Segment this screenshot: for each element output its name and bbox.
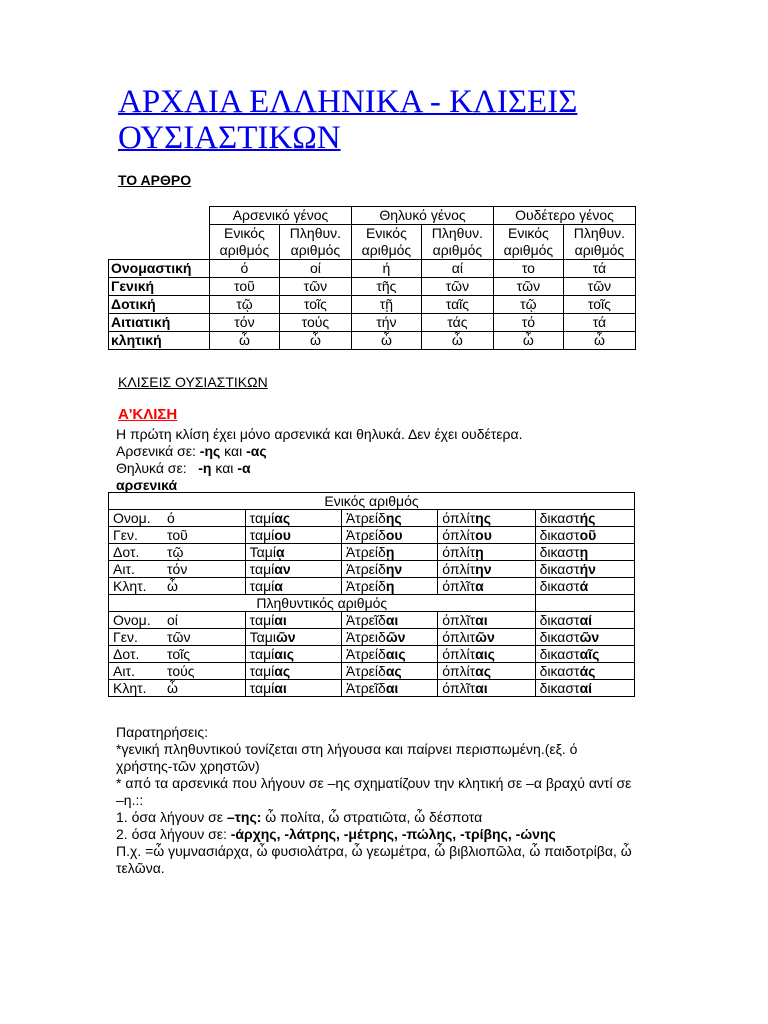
declension-row bbox=[109, 527, 635, 544]
noun-ending: αις bbox=[385, 646, 406, 662]
noun-form bbox=[535, 561, 634, 578]
noun-ending: αν bbox=[274, 561, 291, 577]
case-article: τόν bbox=[167, 561, 188, 577]
noun-form bbox=[535, 629, 634, 646]
article-form: τά bbox=[563, 260, 635, 278]
feminine-endings bbox=[116, 460, 251, 477]
noun-ending: αῖς bbox=[579, 646, 600, 662]
article-row bbox=[109, 278, 636, 296]
noun-form bbox=[535, 578, 634, 595]
fem-label: Θηλυκά σε: bbox=[116, 460, 187, 476]
observation-item bbox=[116, 809, 636, 826]
article-form: ή bbox=[351, 260, 421, 278]
article-form: ό bbox=[210, 260, 280, 278]
noun-stem: Ἀτρείδ bbox=[345, 544, 386, 560]
article-form: τούς bbox=[279, 314, 351, 332]
number-header bbox=[421, 225, 493, 260]
noun-form bbox=[245, 646, 341, 663]
noun-ending: ας bbox=[274, 510, 291, 526]
case-article: τούς bbox=[167, 663, 195, 679]
masc-ending: -ης bbox=[199, 443, 221, 459]
fem-ending: -η bbox=[198, 460, 212, 476]
noun-ending: οῦ bbox=[579, 527, 597, 543]
noun-form bbox=[535, 646, 634, 663]
noun-stem: Ἀτρείδ bbox=[345, 527, 386, 543]
gender-header: Ουδέτερο γένος bbox=[493, 207, 635, 225]
gender-header: Αρσενικό γένος bbox=[210, 207, 352, 225]
noun-stem: Ἀτρείδ bbox=[345, 561, 386, 577]
noun-ending: ῶν bbox=[385, 629, 406, 645]
number-header bbox=[493, 225, 563, 260]
number-header-line: Ενικός bbox=[507, 225, 549, 241]
article-form: τῆς bbox=[351, 278, 421, 296]
noun-form bbox=[245, 561, 341, 578]
observation-item bbox=[116, 826, 636, 843]
article-form: τάς bbox=[421, 314, 493, 332]
fem-ending: -α bbox=[237, 460, 251, 476]
case-abbrev: Ονομ. bbox=[113, 612, 151, 628]
noun-ending: α bbox=[274, 578, 283, 594]
noun-stem: Ἀτρεῖδ bbox=[345, 680, 386, 696]
noun-stem: δικαστ bbox=[539, 646, 580, 662]
noun-ending: ά bbox=[579, 578, 589, 594]
observation-note: * από τα αρσενικά που λήγουν σε –ης σχηματίζουν την κλητική σε –α βραχύ αντί σε –η.:: bbox=[116, 775, 632, 808]
noun-ending: αι bbox=[274, 680, 287, 696]
noun-form bbox=[341, 680, 437, 697]
case-article: ὦ bbox=[167, 680, 178, 696]
noun-stem: δικαστ bbox=[539, 663, 580, 679]
article-form: αί bbox=[421, 260, 493, 278]
noun-form bbox=[438, 578, 535, 595]
noun-stem: ταμί bbox=[249, 561, 275, 577]
noun-ending: η bbox=[385, 578, 395, 594]
number-header-line: αριθμός bbox=[503, 242, 554, 258]
noun-ending: ῃ bbox=[579, 544, 589, 560]
article-form: ὦ bbox=[210, 332, 280, 350]
noun-stem: όπλῖτ bbox=[442, 680, 476, 696]
article-form: τό bbox=[493, 314, 563, 332]
noun-ending: ας bbox=[385, 663, 402, 679]
case-label: Γενική bbox=[109, 278, 210, 296]
noun-form bbox=[438, 527, 535, 544]
article-form: τοῖς bbox=[279, 296, 351, 314]
noun-ending: α bbox=[475, 578, 484, 594]
article-form: τῶν bbox=[563, 278, 635, 296]
noun-stem: δικαστ bbox=[539, 561, 580, 577]
item-ending: -άρχης, -λάτρης, -μέτρης, -πώλης, -τρίβης, -ώνης bbox=[230, 826, 556, 842]
article-row bbox=[109, 314, 636, 332]
noun-stem: δικαστ bbox=[539, 629, 580, 645]
case-abbrev: Γεν. bbox=[113, 629, 138, 645]
noun-form bbox=[438, 561, 535, 578]
declension-row bbox=[109, 680, 635, 697]
noun-stem: Ἀτρεῖδ bbox=[345, 612, 386, 628]
noun-stem: όπλίτ bbox=[442, 561, 476, 577]
noun-ending: αι bbox=[385, 612, 399, 628]
number-label-row bbox=[109, 493, 635, 510]
case-label: Ονομαστική bbox=[109, 260, 210, 278]
noun-ending: ῃ bbox=[475, 544, 484, 560]
number-header bbox=[351, 225, 421, 260]
case-label: κλητική bbox=[109, 332, 210, 350]
article-form: ταῖς bbox=[421, 296, 493, 314]
case-label: Αιτιατική bbox=[109, 314, 210, 332]
noun-ending: ην bbox=[385, 561, 403, 577]
article-form: τοῦ bbox=[210, 278, 280, 296]
article-row bbox=[109, 296, 636, 314]
masculine-heading: αρσενικά bbox=[116, 477, 178, 493]
article-form: τῇ bbox=[351, 296, 421, 314]
observation-note: *γενική πληθυντικού τονίζεται στη λήγουσα και παίρνει περισπωμένη.(εξ. ό χρήστης-τῶν χρηστῶν) bbox=[116, 741, 578, 774]
masc-label: Αρσενικά σε: bbox=[116, 443, 196, 459]
number-label-row bbox=[109, 595, 635, 612]
noun-ending: ᾳ bbox=[275, 544, 285, 560]
article-form: τῶν bbox=[279, 278, 351, 296]
noun-form bbox=[341, 527, 437, 544]
noun-ending: ας bbox=[274, 663, 291, 679]
intro-text: Η πρώτη κλίση έχει μόνο αρσενικά και θηλυκά. Δεν έχει ουδέτερα. bbox=[116, 426, 523, 442]
noun-form bbox=[245, 544, 341, 561]
noun-form bbox=[341, 612, 437, 629]
case-article: τοῖς bbox=[167, 646, 190, 662]
item-prefix: 2. όσα λήγουν σε: bbox=[116, 826, 231, 842]
case-abbrev: Δοτ. bbox=[113, 544, 140, 560]
number-header-line: αριθμός bbox=[432, 242, 483, 258]
noun-ending: ου bbox=[385, 527, 403, 543]
item-prefix: 1. όσα λήγουν σε bbox=[116, 809, 227, 825]
number-header-line: Πληθυν. bbox=[431, 225, 484, 241]
noun-ending: ῶν bbox=[579, 629, 600, 645]
article-form: τῶν bbox=[421, 278, 493, 296]
declension-row bbox=[109, 578, 635, 595]
first-declension-heading: Α'ΚΛΙΣΗ bbox=[118, 406, 178, 423]
observations-heading: Παρατηρήσεις: bbox=[116, 724, 208, 740]
article-form: ὦ bbox=[563, 332, 635, 350]
case-cell bbox=[109, 561, 246, 578]
and-word: και bbox=[215, 460, 234, 476]
number-label: Πληθυντικός αριθμός bbox=[109, 595, 536, 612]
article-table bbox=[108, 206, 636, 350]
declension-row bbox=[109, 561, 635, 578]
article-row bbox=[109, 260, 636, 278]
noun-form bbox=[245, 663, 341, 680]
noun-stem: όπλίτ bbox=[442, 510, 476, 526]
noun-form bbox=[245, 680, 341, 697]
noun-form bbox=[245, 510, 341, 527]
article-form: το bbox=[493, 260, 563, 278]
noun-stem: ταμί bbox=[249, 663, 275, 679]
noun-stem: δικαστ bbox=[539, 544, 580, 560]
article-heading: ΤΟ ΑΡΘΡΟ bbox=[118, 172, 192, 188]
noun-ending: ου bbox=[274, 527, 291, 543]
noun-ending: αι bbox=[385, 680, 399, 696]
article-form: τόν bbox=[210, 314, 280, 332]
case-article: τῶν bbox=[167, 629, 191, 645]
number-header-line: αριθμός bbox=[290, 242, 341, 258]
number-header-line: Ενικός bbox=[224, 225, 265, 241]
case-abbrev: Κλητ. bbox=[113, 680, 147, 696]
noun-form bbox=[245, 578, 341, 595]
noun-ending: ήν bbox=[579, 561, 596, 577]
noun-stem: όπλίτ bbox=[442, 646, 476, 662]
noun-form bbox=[245, 527, 341, 544]
noun-form bbox=[341, 629, 437, 646]
case-article: τῷ bbox=[167, 544, 184, 560]
article-form: τῷ bbox=[210, 296, 280, 314]
observation-example: Π.χ. =ὦ γυμνασιάρχα, ὦ φυσιολάτρα, ὦ γεωμέτρα, ὦ βιβλιοπῶλα, ὦ παιδοτρίβα, ὦ τελῶνα. bbox=[116, 843, 632, 876]
declension-row bbox=[109, 510, 635, 527]
gender-header: Θηλυκό γένος bbox=[351, 207, 493, 225]
noun-ending: ῶν bbox=[275, 629, 296, 645]
noun-stem: όπλῖτ bbox=[442, 612, 476, 628]
noun-stem: ταμί bbox=[249, 578, 275, 594]
noun-ending: ης bbox=[475, 510, 492, 526]
number-header bbox=[279, 225, 351, 260]
case-cell bbox=[109, 578, 246, 595]
noun-form bbox=[341, 646, 437, 663]
declension-row bbox=[109, 663, 635, 680]
noun-stem: δικαστ bbox=[539, 680, 580, 696]
noun-form bbox=[438, 612, 535, 629]
number-header-line: Πληθυν. bbox=[289, 225, 342, 241]
noun-ending: αις bbox=[274, 646, 295, 662]
declension-table bbox=[108, 492, 635, 697]
article-form: ὦ bbox=[421, 332, 493, 350]
noun-form bbox=[438, 629, 535, 646]
declension-row bbox=[109, 629, 635, 646]
case-cell bbox=[109, 527, 246, 544]
noun-stem: δικαστ bbox=[539, 527, 580, 543]
noun-ending: αί bbox=[579, 612, 593, 628]
number-label: Ενικός αριθμός bbox=[109, 493, 635, 510]
noun-stem: δικαστ bbox=[539, 510, 580, 526]
case-abbrev: Δοτ. bbox=[113, 646, 140, 662]
noun-stem: ταμί bbox=[249, 680, 275, 696]
case-cell bbox=[109, 680, 246, 697]
noun-ending: αι bbox=[475, 612, 488, 628]
noun-stem: όπλιτ bbox=[442, 629, 476, 645]
case-abbrev: Ονομ. bbox=[113, 510, 151, 526]
and-word: και bbox=[224, 443, 243, 459]
noun-form bbox=[245, 629, 341, 646]
noun-stem: Ἀτρείδ bbox=[345, 510, 386, 526]
noun-form bbox=[438, 544, 535, 561]
number-header-line: Πληθυν. bbox=[573, 225, 626, 241]
noun-ending: αις bbox=[475, 646, 495, 662]
noun-ending: ης bbox=[385, 510, 402, 526]
noun-stem: ταμί bbox=[249, 612, 275, 628]
case-abbrev: Αιτ. bbox=[113, 663, 135, 679]
case-cell bbox=[109, 663, 246, 680]
noun-ending: ην bbox=[475, 561, 492, 577]
item-examples: ὦ πολίτα, ὦ στρατιῶτα, ὦ δέσποτα bbox=[261, 809, 483, 825]
article-form: οί bbox=[279, 260, 351, 278]
empty-cell bbox=[535, 595, 634, 612]
case-cell bbox=[109, 544, 246, 561]
noun-stem: Ταμί bbox=[249, 544, 276, 560]
noun-ending: ου bbox=[475, 527, 492, 543]
noun-stem: ταμί bbox=[249, 510, 275, 526]
noun-stem: όπλίτ bbox=[442, 544, 476, 560]
noun-form bbox=[535, 527, 634, 544]
noun-form bbox=[341, 578, 437, 595]
number-header-line: αριθμός bbox=[361, 242, 412, 258]
noun-ending: άς bbox=[579, 663, 596, 679]
noun-form bbox=[535, 663, 634, 680]
case-abbrev: Κλητ. bbox=[113, 578, 147, 594]
case-label: Δοτική bbox=[109, 296, 210, 314]
noun-stem: Ἀτρείδ bbox=[345, 663, 386, 679]
number-header-line: αριθμός bbox=[219, 242, 270, 258]
number-header-line: αριθμός bbox=[574, 242, 625, 258]
noun-ending: αι bbox=[274, 612, 287, 628]
article-form: τήν bbox=[351, 314, 421, 332]
number-header bbox=[563, 225, 635, 260]
noun-form bbox=[341, 510, 437, 527]
noun-stem: όπλίτ bbox=[442, 663, 476, 679]
noun-ending: αι bbox=[475, 680, 488, 696]
case-article: τοῦ bbox=[167, 527, 188, 543]
item-ending: –της: bbox=[226, 809, 262, 825]
noun-form bbox=[438, 663, 535, 680]
declension-row bbox=[109, 646, 635, 663]
article-form: τά bbox=[563, 314, 635, 332]
article-form: ὦ bbox=[279, 332, 351, 350]
corner-cell bbox=[109, 207, 210, 225]
article-form: ὦ bbox=[493, 332, 563, 350]
noun-form bbox=[535, 544, 634, 561]
noun-form bbox=[341, 561, 437, 578]
case-article: ὦ bbox=[167, 578, 178, 594]
noun-stem: δικαστ bbox=[539, 578, 580, 594]
noun-ending: ής bbox=[579, 510, 596, 526]
noun-ending: ῃ bbox=[385, 544, 395, 560]
masculine-endings bbox=[116, 443, 267, 460]
noun-stem: δικαστ bbox=[539, 612, 580, 628]
declensions-heading: ΚΛΙΣΕΙΣ ΟΥΣΙΑΣΤΙΚΩΝ bbox=[118, 374, 268, 390]
noun-form bbox=[535, 510, 634, 527]
page-title: ΑΡΧΑΙΑ ΕΛΛΗΝΙΚΑ - ΚΛΙΣΕΙΣ ΟΥΣΙΑΣΤΙΚΩΝ bbox=[118, 84, 578, 156]
case-cell bbox=[109, 510, 246, 527]
number-header bbox=[210, 225, 280, 260]
noun-form bbox=[341, 663, 437, 680]
noun-stem: όπλίτ bbox=[442, 527, 476, 543]
article-form: ὦ bbox=[351, 332, 421, 350]
noun-stem: ταμί bbox=[249, 527, 275, 543]
article-form: τῶν bbox=[493, 278, 563, 296]
case-article: οί bbox=[167, 612, 178, 628]
article-form: τοῖς bbox=[563, 296, 635, 314]
noun-form bbox=[245, 612, 341, 629]
corner-cell bbox=[109, 225, 210, 260]
case-abbrev: Αιτ. bbox=[113, 561, 135, 577]
noun-ending: ῶν bbox=[475, 629, 495, 645]
case-cell bbox=[109, 629, 246, 646]
noun-form bbox=[535, 612, 634, 629]
case-abbrev: Γεν. bbox=[113, 527, 138, 543]
noun-stem: Ἀτρειδ bbox=[345, 629, 386, 645]
noun-form bbox=[535, 680, 634, 697]
noun-ending: ας bbox=[475, 663, 492, 679]
article-form: τῷ bbox=[493, 296, 563, 314]
noun-stem: όπλῖτ bbox=[442, 578, 476, 594]
noun-stem: Ταμι bbox=[249, 629, 276, 645]
masc-ending: -ας bbox=[246, 443, 267, 459]
noun-stem: Ἀτρείδ bbox=[345, 578, 386, 594]
noun-stem: Ἀτρείδ bbox=[345, 646, 386, 662]
case-cell bbox=[109, 612, 246, 629]
noun-form bbox=[438, 680, 535, 697]
noun-stem: ταμί bbox=[249, 646, 275, 662]
noun-form bbox=[341, 544, 437, 561]
case-article: ό bbox=[167, 510, 175, 526]
number-header-line: Ενικός bbox=[366, 225, 407, 241]
declension-row bbox=[109, 612, 635, 629]
noun-ending: αί bbox=[579, 680, 593, 696]
article-row bbox=[109, 332, 636, 350]
noun-form bbox=[438, 510, 535, 527]
case-cell bbox=[109, 646, 246, 663]
noun-form bbox=[438, 646, 535, 663]
declension-row bbox=[109, 544, 635, 561]
